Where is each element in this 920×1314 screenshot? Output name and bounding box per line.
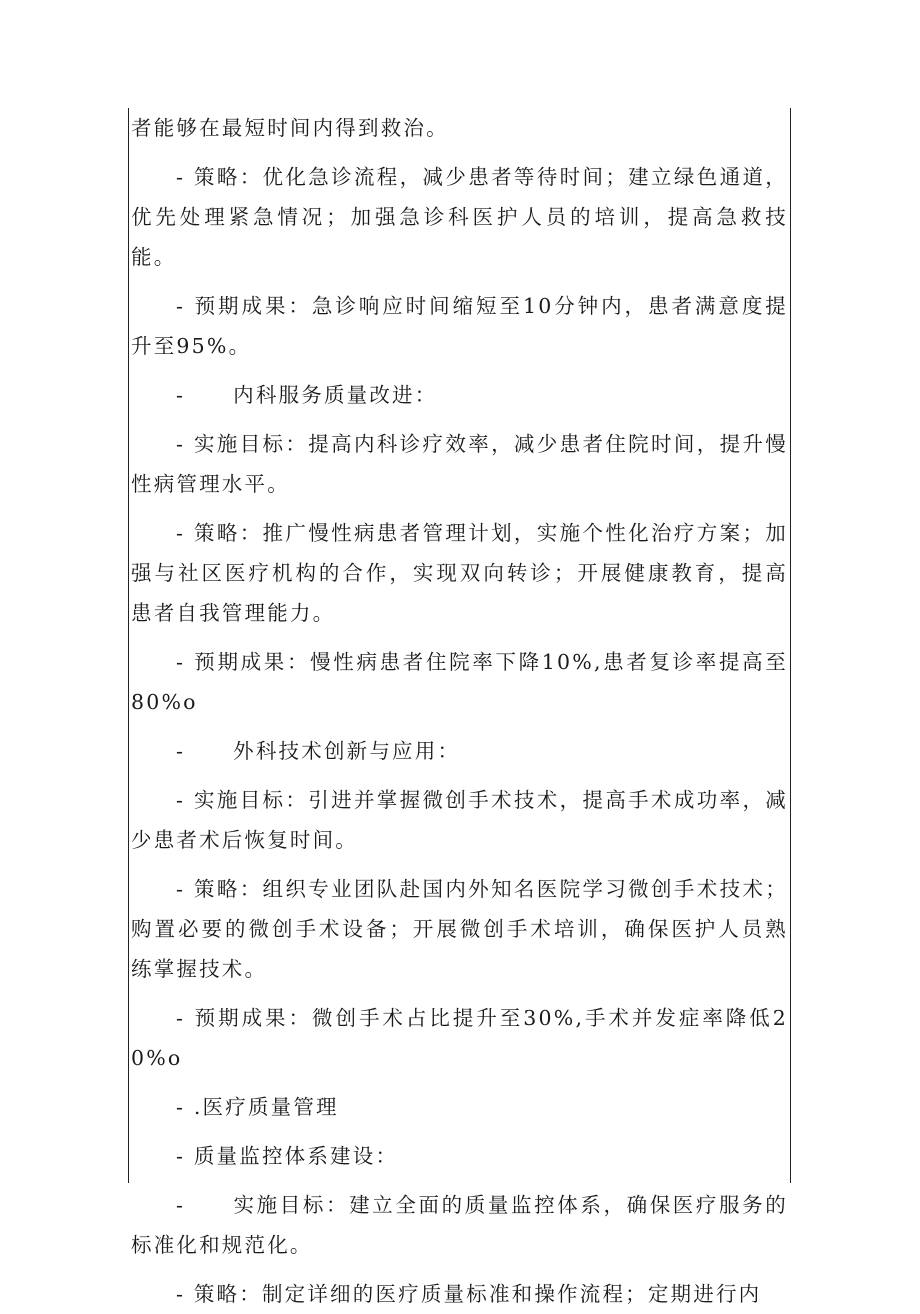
paragraph-surgery-strategy: - 策略：组织专业团队赴国内外知名医院学习微创手术技术；购置必要的微创手术设备；开展微创手术培训，确保医护人员熟练掌握技术。 xyxy=(131,877,788,981)
heading-dash: - xyxy=(176,383,186,407)
heading-dash: - xyxy=(176,739,186,763)
paragraph-internal-strategy: - 策略：推广慢性病患者管理计划，实施个性化治疗方案；加强与社区医疗机构的合作，实现双向转诊；开展健康教育，提高患者自我管理能力。 xyxy=(131,521,788,625)
paragraph-emergency-strategy: - 策略：优化急诊流程，减少患者等待时间；建立绿色通道，优先处理紧急情况；加强急诊科医护人员的培训，提高急救技能。 xyxy=(131,165,788,269)
paragraph-internal-goal: - 实施目标：提高内科诊疗效率，减少患者住院时间，提升慢性病管理水平。 xyxy=(131,432,788,496)
paragraph-text: 实施目标：建立全面的质量监控体系，确保医疗服务的标准化和规范化。 xyxy=(131,1193,788,1257)
heading-dash: - xyxy=(176,1193,186,1217)
paragraph-continuation: 者能够在最短时间内得到救治。 xyxy=(131,116,449,140)
paragraph-quality-goal xyxy=(131,1185,788,1265)
heading-internal-medicine xyxy=(131,375,788,415)
heading-quality-monitoring: - 质量监控体系建设： xyxy=(176,1144,399,1168)
paragraph-emergency-outcome: - 预期成果：急诊响应时间缩短至10分钟内，患者满意度提升至95%。 xyxy=(131,294,788,358)
section-quality-management: - .医疗质量管理 xyxy=(176,1095,339,1119)
paragraph-internal-outcome: - 预期成果：慢性病患者住院率下降10%,患者复诊率提高至80%o xyxy=(131,650,788,714)
paragraph-quality-strategy: - 策略：制定详细的医疗质量标准和操作流程；定期进行内 xyxy=(176,1282,762,1306)
heading-surgery-innovation xyxy=(131,731,788,771)
heading-text: 内科服务质量改进： xyxy=(233,383,438,407)
paragraph-surgery-outcome: - 预期成果：微创手术占比提升至30%,手术并发症率降低20%o xyxy=(131,1006,788,1070)
table-cell-content xyxy=(131,108,788,1306)
heading-text: 外科技术创新与应用： xyxy=(233,739,461,763)
table-left-border xyxy=(128,108,129,1183)
paragraph-surgery-goal: - 实施目标：引进并掌握微创手术技术，提高手术成功率，减少患者术后恢复时间。 xyxy=(131,788,788,852)
table-right-border xyxy=(790,108,791,1183)
